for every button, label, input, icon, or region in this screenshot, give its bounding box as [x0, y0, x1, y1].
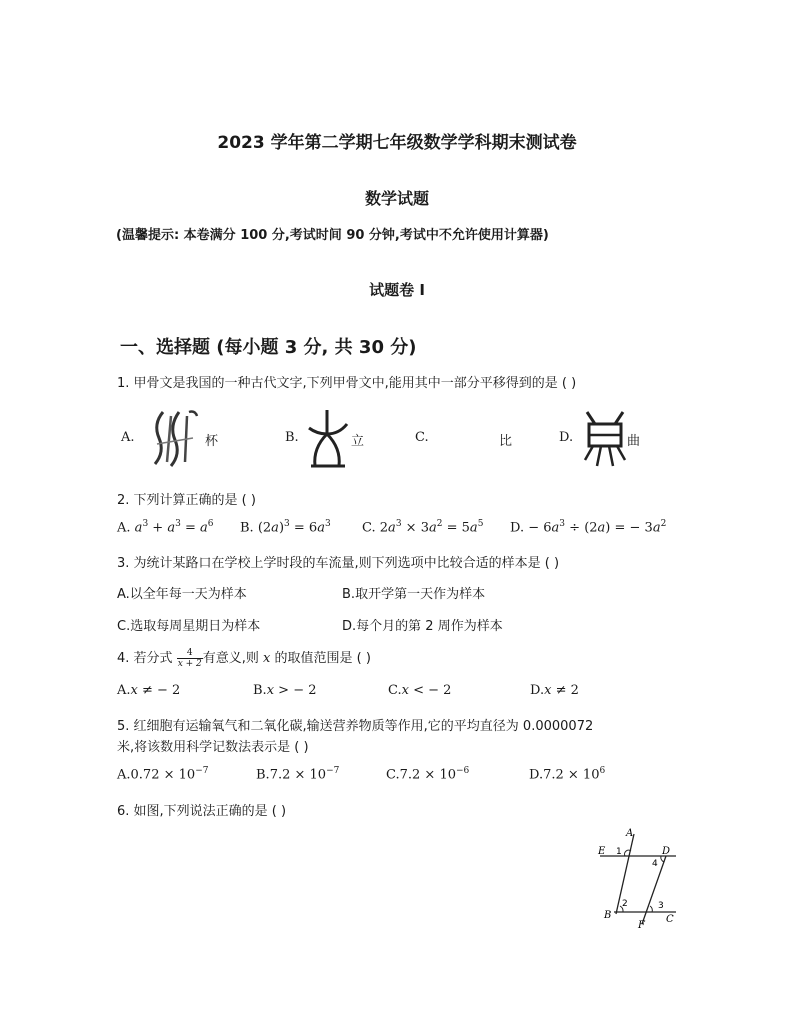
q2-d-p4: a	[597, 520, 606, 536]
q4-fraction	[177, 648, 203, 669]
label-b: B	[604, 910, 612, 921]
q4-stem-var: x	[263, 651, 271, 666]
q2-b-p5: a	[317, 520, 325, 536]
q5-d-base: 7.2 × 10	[543, 767, 600, 783]
q3-c-label: C.	[117, 619, 131, 634]
q2-c-p4: a	[428, 520, 437, 536]
q1-option-c-char: 比	[499, 434, 513, 449]
q2-c-p8: 5	[477, 519, 484, 529]
q2-d-p5: ) = − 3	[605, 520, 653, 536]
angle-3-arc	[650, 906, 652, 912]
q1-option-d-label: D.	[559, 430, 574, 445]
q3-b-text: 取开学第一天作为样本	[355, 587, 486, 602]
q2-b-label: B.	[240, 520, 254, 536]
q2-a-p2: +	[148, 520, 168, 536]
q2-b-p0: (2	[257, 520, 272, 536]
q4-b-var: x	[266, 683, 275, 698]
q3-option-c	[117, 615, 260, 634]
q5-b-label: B.	[256, 767, 270, 783]
q4-d-label: D.	[530, 683, 545, 698]
label-c: C	[666, 914, 674, 925]
q1-option-b-char: 立	[351, 434, 365, 449]
question-2-stem: 2. 下列计算正确的是 ( )	[117, 493, 256, 508]
q5-a-label: A.	[117, 767, 131, 783]
q1-option-a-char: 杯	[205, 434, 219, 449]
question-1-stem: 1. 甲骨文是我国的一种古代文字,下列甲骨文中,能用其中一部分平移得到的是 ( )	[117, 376, 577, 391]
q4-frac-den: x + 2	[177, 659, 202, 669]
q2-a-p3: a	[167, 520, 176, 536]
q5-b-base: 7.2 × 10	[269, 767, 327, 783]
label-4: 4	[652, 859, 658, 869]
q4-option-d	[530, 683, 579, 698]
q2-a-p7: 6	[207, 519, 214, 529]
q2-a-label: A.	[117, 520, 131, 536]
q2-d-p7: 2	[660, 519, 667, 529]
question-4-stem	[117, 647, 371, 669]
q2-b-p3: 3	[284, 519, 290, 529]
q4-d-rest: ≠ 2	[551, 683, 579, 698]
q4-stem-post: 的取值范围是 ( )	[274, 651, 371, 666]
exam-subtitle: 数学试题	[364, 189, 429, 208]
q4-c-var: x	[401, 683, 409, 698]
q1-option-a-label: A.	[121, 430, 135, 445]
exam-tip: (温馨提示: 本卷满分 100 分,考试时间 90 分钟,考试中不允许使用计算器)	[116, 228, 549, 243]
q5-option-a	[117, 766, 208, 782]
q1-option-b-label: B.	[285, 430, 299, 445]
question-6-stem: 6. 如图,下列说法正确的是 ( )	[117, 804, 287, 819]
q5-option-d	[529, 766, 605, 782]
q2-a-p5: =	[180, 520, 201, 536]
q1-option-d-char: 曲	[627, 434, 641, 449]
q2-d-p6: a	[652, 520, 661, 536]
volume-heading: 试题卷 I	[369, 281, 425, 299]
q4-stem-mid: 有意义,则	[202, 651, 259, 666]
q2-c-p2: 3	[395, 519, 402, 529]
q4-option-b	[253, 683, 316, 698]
q4-b-label: B.	[253, 683, 267, 698]
q2-c-p5: 2	[436, 519, 443, 529]
q4-d-var: x	[544, 683, 552, 698]
label-2: 2	[622, 899, 628, 909]
q3-c-text: 选取每周星期日为样本	[130, 619, 261, 634]
q3-option-d	[342, 615, 503, 634]
q3-b-label: B.	[342, 587, 356, 602]
q2-c-p0: 2	[379, 520, 389, 536]
label-e: E	[598, 846, 606, 857]
question-3-stem: 3. 为统计某路口在学校上学时段的车流量,则下列选项中比较合适的样本是 ( )	[117, 556, 560, 571]
q2-d-label: D.	[510, 520, 525, 536]
q5-a-exp: −7	[195, 766, 209, 776]
q2-option-a	[117, 519, 214, 535]
label-a: A	[626, 828, 634, 839]
q5-option-c	[386, 766, 469, 782]
q2-c-p3: × 3	[401, 520, 429, 536]
q1-option-c-label: C.	[415, 430, 429, 445]
q2-c-p6: = 5	[442, 520, 470, 536]
q2-c-p7: a	[469, 520, 478, 536]
q6-geometry-figure	[596, 826, 682, 930]
q5-c-exp: −6	[456, 766, 470, 776]
q5-a-base: 0.72 × 10	[130, 767, 196, 783]
q3-a-label: A.	[117, 587, 130, 602]
q5-option-b	[256, 766, 339, 782]
q2-d-p1: a	[551, 520, 560, 536]
q3-option-b	[342, 583, 485, 602]
q2-option-d	[510, 519, 666, 535]
q3-a-text: 以全年每一天为样本	[129, 587, 247, 602]
section-heading: 一、选择题 (每小题 3 分, 共 30 分)	[120, 337, 417, 358]
question-5-stem-line1: 5. 红细胞有运输氧气和二氧化碳,输送营养物质等作用,它的平均直径为 0.0000072	[117, 719, 594, 734]
q5-c-base: 7.2 × 10	[399, 767, 456, 783]
q2-b-p2: )	[278, 520, 285, 536]
q5-d-label: D.	[529, 767, 544, 783]
q5-b-exp: −7	[326, 766, 340, 776]
q2-b-p1: a	[271, 520, 279, 536]
label-1: 1	[616, 847, 622, 857]
q4-a-rest: ≠ − 2	[137, 683, 181, 698]
q2-a-p0: a	[134, 520, 143, 536]
oracle-qu-icon	[581, 408, 629, 470]
q4-a-label: A.	[117, 683, 131, 698]
q4-stem-pre: 4. 若分式	[117, 651, 173, 666]
q2-d-p3: ÷ (2	[565, 520, 598, 536]
question-5-stem-line2: 米,将该数用科学记数法表示是 ( )	[117, 740, 309, 755]
question-1-options	[117, 408, 677, 470]
q5-d-exp: 6	[599, 766, 606, 776]
q2-a-p6: a	[200, 520, 208, 536]
q2-a-p1: 3	[142, 519, 149, 529]
label-f: F	[638, 920, 645, 930]
q3-d-text: 每个月的第 2 周作为样本	[356, 619, 503, 634]
q2-d-p2: 3	[559, 519, 566, 529]
q4-c-label: C.	[388, 683, 402, 698]
label-d: D	[662, 846, 671, 857]
q5-c-label: C.	[386, 767, 400, 783]
oracle-li-icon	[305, 408, 353, 470]
q2-b-p6: 3	[324, 519, 331, 529]
q4-a-var: x	[130, 683, 138, 698]
q4-frac-num: 4	[177, 648, 203, 659]
q3-option-a	[117, 583, 247, 602]
q3-d-label: D.	[342, 619, 357, 634]
q4-option-a	[117, 683, 180, 698]
q4-b-rest: > − 2	[274, 683, 317, 698]
q4-option-c	[388, 683, 451, 698]
q2-option-c	[362, 519, 483, 535]
exam-title: 2023 学年第二学期七年级数学学科期末测试卷	[217, 133, 577, 153]
q2-option-b	[240, 519, 331, 535]
oracle-bei-icon	[149, 408, 207, 468]
q2-c-label: C.	[362, 520, 376, 536]
q2-b-p4: = 6	[289, 520, 318, 536]
q2-a-p4: 3	[175, 519, 181, 529]
q4-c-rest: < − 2	[408, 683, 452, 698]
q2-d-p0: − 6	[528, 520, 552, 536]
q2-c-p1: a	[388, 520, 396, 536]
label-3: 3	[658, 901, 664, 911]
